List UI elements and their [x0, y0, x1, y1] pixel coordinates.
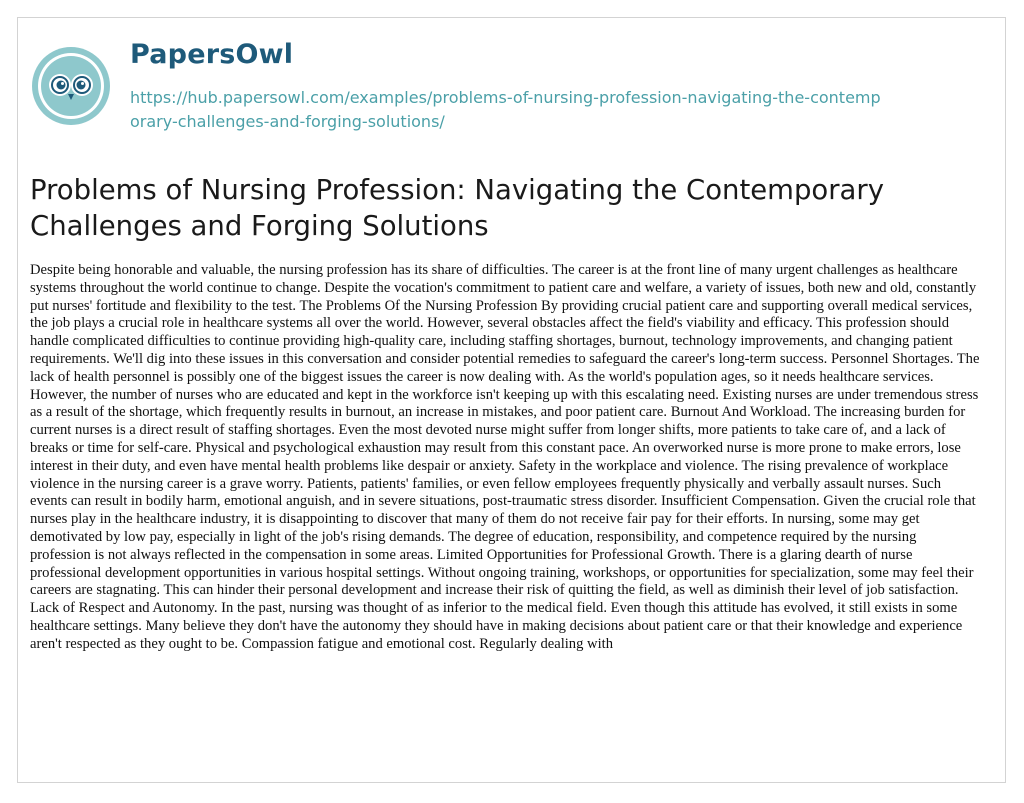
document-body-text: Despite being honorable and valuable, the nursing profession has its share of difficulties. The career is at the front line of many urgent challenges as healthcare systems throughout the world continue to change. Despite the vocation's commitment to patient care and welfare, a variety of issues, both new and old, constantly put nurses' fortitude and flexibility to the test. The Problems Of the Nursing Profession By providing crucial patient care and supporting overall medical services, the job plays a crucial role in healthcare systems all over the world. However, several obstacles affect the field's viability and efficacy. This profession should handle complicated difficulties to continue providing high-quality care, including staffing shortages, burnout, technology improvements, and changing patient requirements. We'll dig into these issues in this conversation and consider potential remedies to safeguard the career's long-term success. Personnel Shortages. The lack of health personnel is possibly one of the biggest issues the career is now dealing with. As the world's population ages, so it needs healthcare services. However, the number of nurses who are educated and kept in the workforce isn't keeping up with this escalating need. Existing nurses are under tremendous stress as a result of the shortage, which frequently results in burnout, an increase in mistakes, and poor patient care. Burnout And Workload. The increasing burden for current nurses is a direct result of staffing shortages. Even the most devoted nurse might suffer from longer shifts, more patients to take care of, and a lack of breaks or time for self-care. Physical and psychological exhaustion may result from this constant pace. An overworked nurse is more prone to make errors, lose interest in their duty, and even have mental health problems like despair or anxiety. Safety in the workplace and violence. The rising prevalence of workplace violence in the nursing career is a grave worry. Patients, patients' families, or even fellow employees frequently physically and verbally assault nurses. Such events can result in bodily harm, emotional anguish, and in severe situations, post-traumatic stress disorder. Insufficient Compensation. Given the crucial role that nurses play in the healthcare industry, it is disappointing to discover that many of them do not receive fair pay for their efforts. In nursing, some may get demotivated by low pay, especially in light of the job's rising demands. The degree of education, responsibility, and competence required by the nursing profession is not always reflected in the compensation in some areas. Limited Opportunities for Professional Growth. There is a glaring dearth of nurse professional development opportunities in various hospital settings. Without ongoing training, workshops, or opportunities for specialization, some may feel their careers are stagnating. This can hinder their personal development and increase their risk of quitting the field, as well as diminish their level of job satisfaction. Lack of Respect and Autonomy. In the past, nursing was thought of as inferior to the medical field. Even though this attitude has evolved, it still exists in some healthcare settings. Many believe they don't have the autonomy they should have in making decisions about patient care or that their knowledge and experience aren't respected as they ought to be. Compassion fatigue and emotional cost. Regularly dealing with — [30, 262, 980, 652]
document-title: Problems of Nursing Profession: Navigating the Contemporary Challenges and Forging Solutions — [30, 174, 884, 242]
owl-eyes-logo-icon — [30, 45, 112, 127]
brand-name: PapersOwl — [130, 39, 294, 70]
page-header — [30, 35, 890, 134]
source-url-link[interactable]: https://hub.papersowl.com/examples/problems-of-nursing-profession-navigating-the-contemporary-challenges-and-forging-solutions/ — [130, 88, 881, 131]
brand-block — [130, 35, 890, 134]
